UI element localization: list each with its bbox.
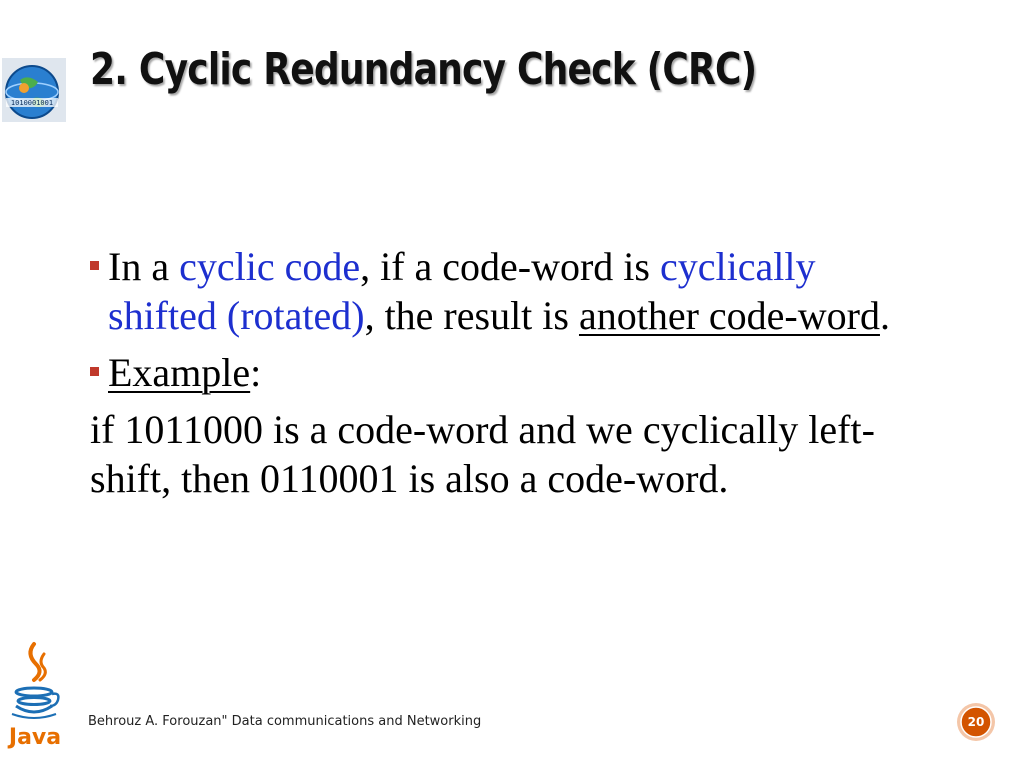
- text-segment: , if a code-word is: [360, 244, 660, 289]
- example-label: Example: [108, 350, 251, 395]
- square-bullet-icon: [90, 261, 99, 270]
- example-text: if 1011000 is a code-word and we cyclically left-shift, then 0110001 is also a code-word.: [90, 407, 875, 501]
- text-segment: , the result is: [364, 293, 579, 338]
- svg-text:1010001001: 1010001001: [10, 99, 54, 107]
- svg-text:Java: Java: [8, 725, 62, 750]
- text-segment: .: [879, 293, 890, 338]
- footer-credit: Behrouz A. Forouzan" Data communications and Networking: [88, 714, 482, 729]
- page-number: 20: [967, 715, 985, 729]
- term-another-code-word: another code-word: [578, 293, 880, 338]
- text-segment: In a: [108, 244, 180, 289]
- square-bullet-icon: [90, 367, 99, 376]
- slide-title: 2. Cyclic Redundancy Check (CRC): [90, 44, 757, 95]
- bullet-cyclic-code: [90, 242, 930, 340]
- bullet-example: [90, 348, 930, 397]
- text-segment: :: [250, 350, 262, 395]
- term-cyclic-code: cyclic code: [179, 244, 361, 289]
- java-logo: [4, 640, 66, 750]
- term-cyclically-shifted: cyclically shifted (rotated): [108, 244, 816, 338]
- globe-logo: [2, 58, 66, 122]
- slide-content: [90, 242, 930, 503]
